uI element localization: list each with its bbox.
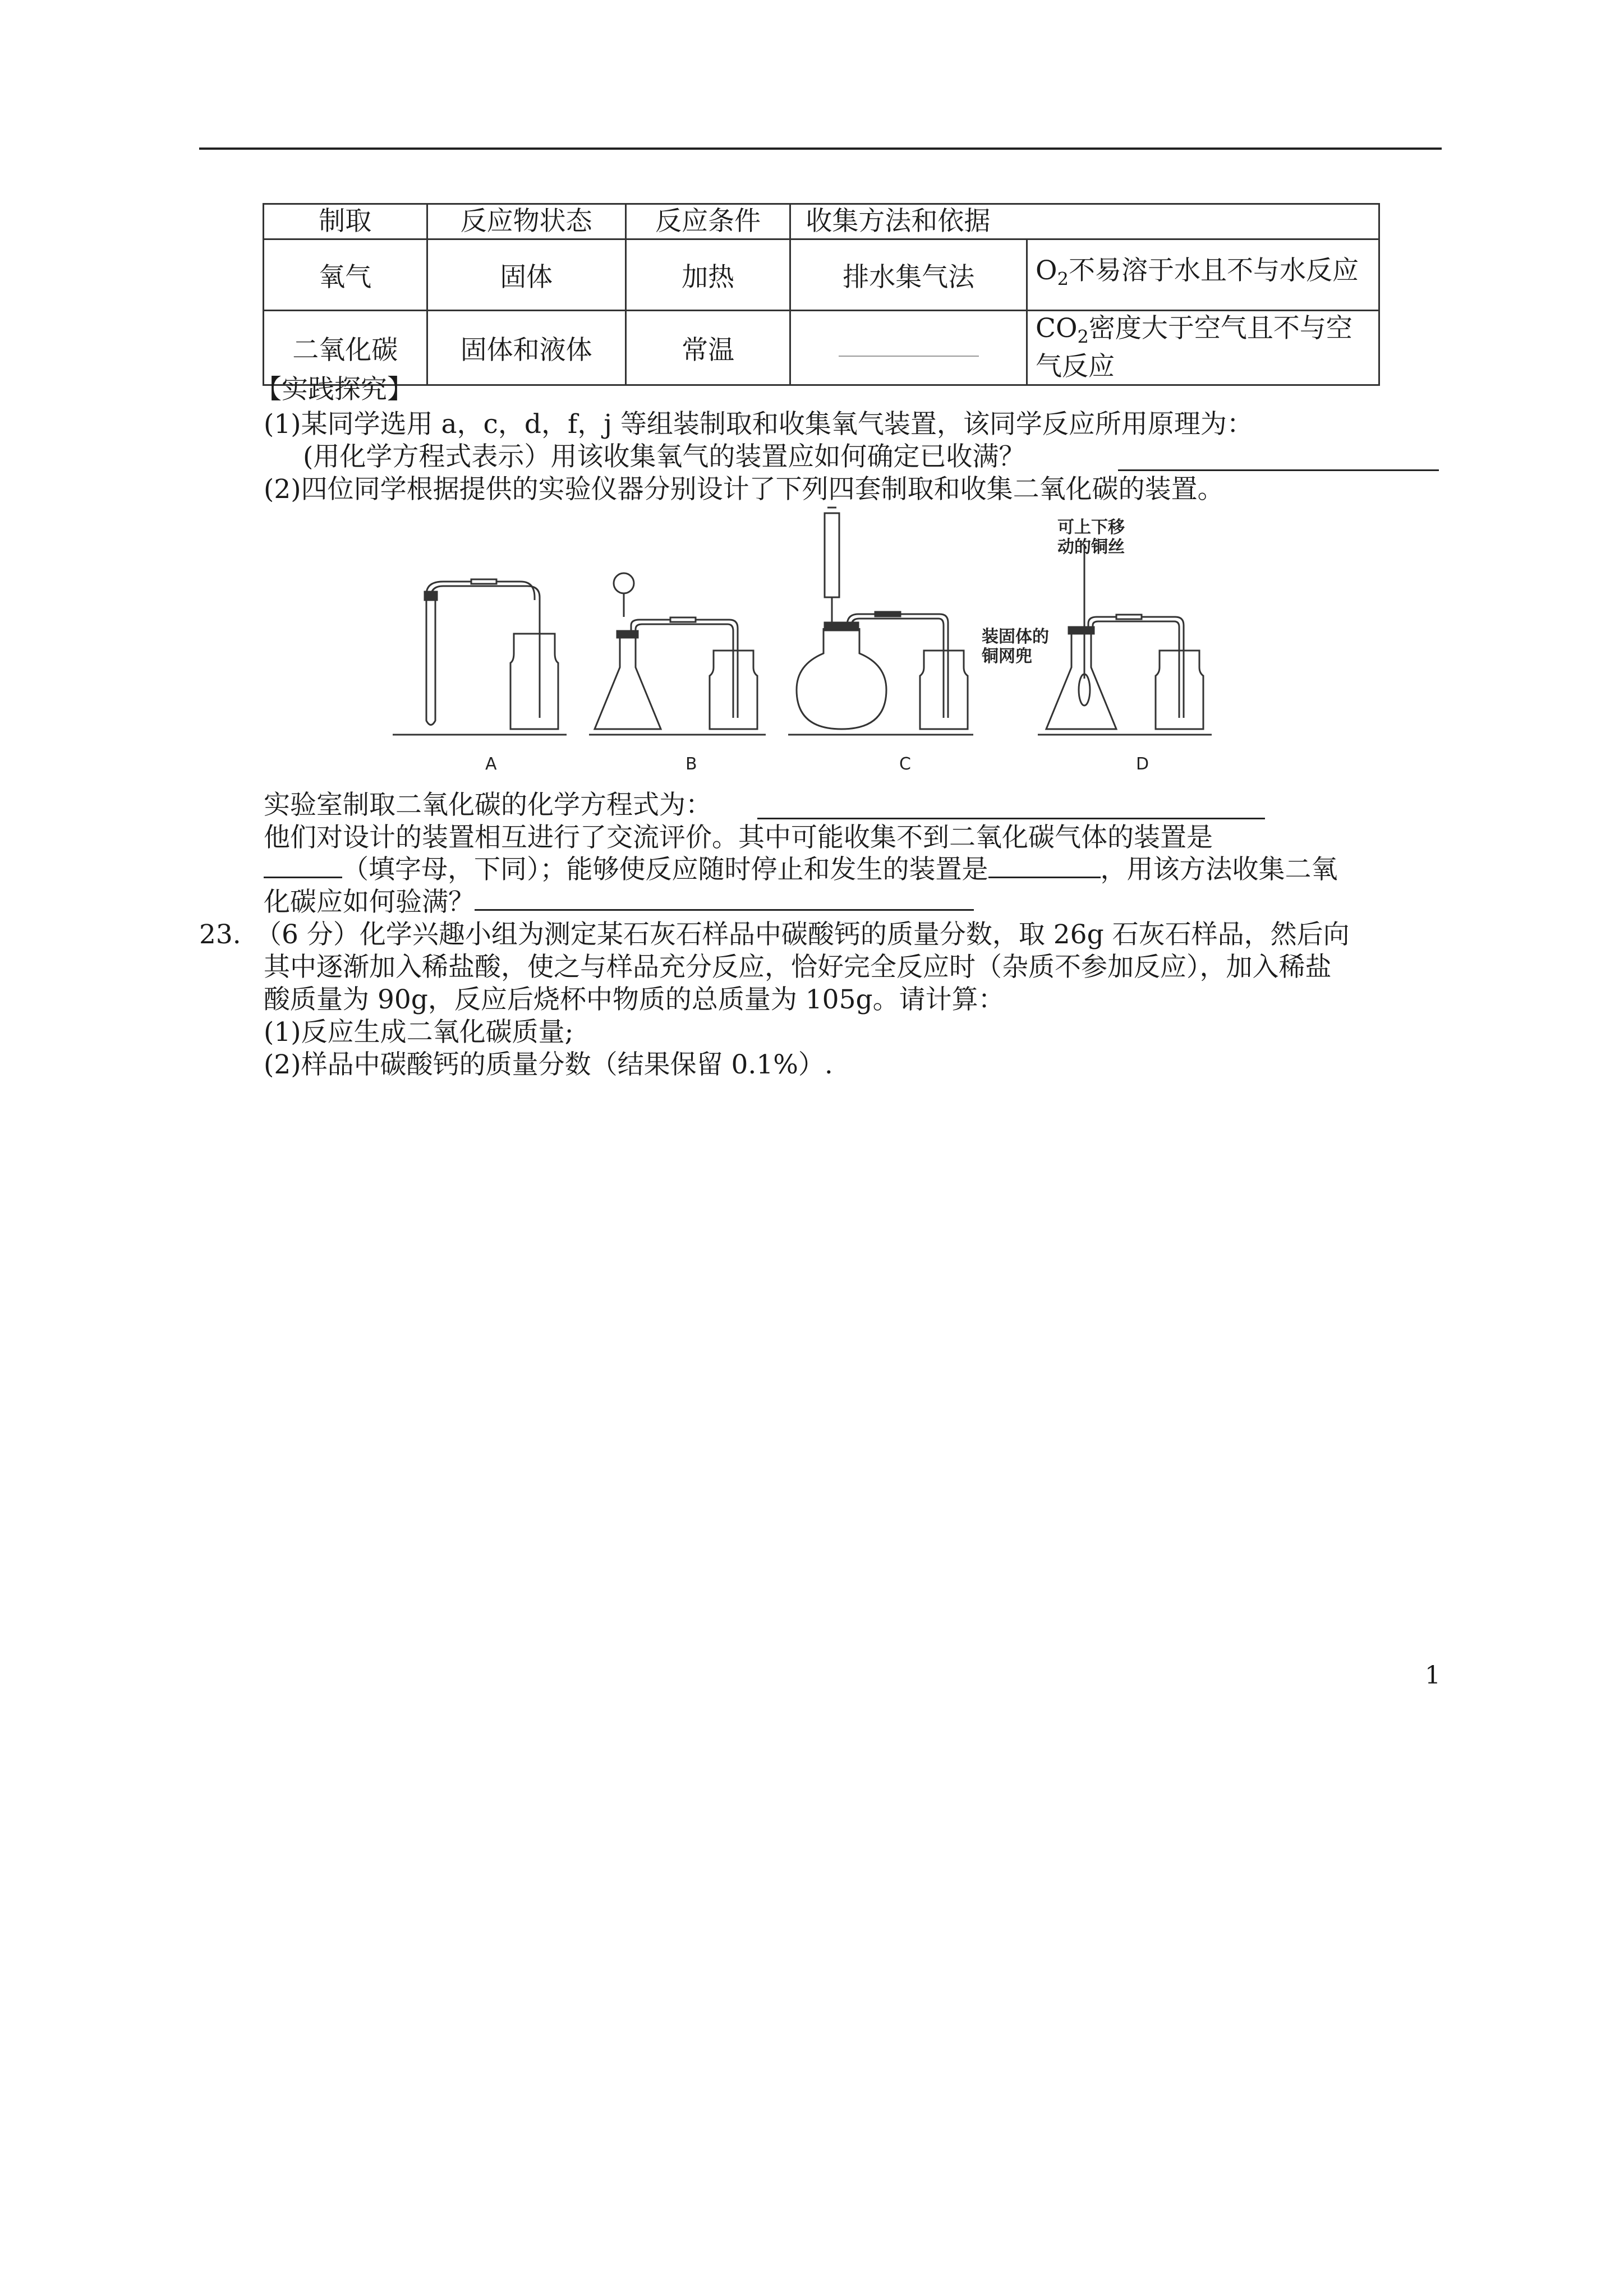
question-23-number: 23. — [199, 919, 241, 950]
answer-blank[interactable] — [1118, 447, 1439, 471]
formula-text: CO — [1036, 313, 1078, 344]
section-title: 【实践探究】 — [255, 374, 413, 405]
header-cell: 收集方法和依据 — [790, 204, 1379, 239]
condition-cell: 加热 — [625, 239, 790, 311]
formula-text: O — [1036, 255, 1057, 286]
reason-cell — [1027, 239, 1379, 311]
figure-label-d: D — [1136, 754, 1149, 774]
figure-note-top-2: 动的铜丝 — [1057, 537, 1125, 557]
table-row — [264, 239, 1379, 311]
figure-label-b: B — [686, 754, 697, 774]
gas-cell: 氧气 — [264, 239, 427, 311]
equation-prompt: 实验室制取二氧化碳的化学方程式为： — [264, 790, 712, 820]
evaluation-line-2 — [264, 852, 1338, 887]
question-23-line-2: 其中逐渐加入稀盐酸，使之与样品充分反应，恰好完全反应时（杂质不参加反应），加入稀盐 — [264, 952, 1332, 983]
question-text: (用化学方程式表示）用该收集氧气的装置应如何确定已收满？ — [303, 441, 1025, 472]
question-23-sub-1: (1)反应生成二氧化碳质量; — [264, 1017, 574, 1048]
apparatus-a — [393, 579, 567, 735]
table-row — [264, 311, 1379, 385]
reason-cell — [1027, 311, 1379, 385]
answer-blank[interactable] — [757, 795, 1265, 819]
answer-blank[interactable] — [988, 854, 1101, 878]
table-header-row — [264, 204, 1379, 239]
question-23-line-1: （6 分）化学兴趣小组为测定某石灰石样品中碳酸钙的质量分数，取 26g 石灰石样品，然后向 — [255, 919, 1350, 950]
reason-text: 不易溶于水且不与水反应 — [1068, 255, 1359, 286]
gas-cell: 二氧化碳 — [264, 311, 427, 385]
apparatus-c — [788, 508, 973, 735]
header-cell: 制取 — [264, 204, 427, 239]
evaluation-line-1: 他们对设计的装置相互进行了交流评价。其中可能收集不到二氧化碳气体的装置是 — [264, 822, 1213, 853]
question-23-line-3: 酸质量为 90g，反应后烧杯中物质的总质量为 105g。请计算： — [264, 984, 1005, 1015]
answer-blank[interactable] — [839, 339, 979, 357]
formula-subscript: 2 — [1057, 268, 1069, 290]
figure-note-top-1: 可上下移 — [1057, 518, 1125, 537]
method-cell: 排水集气法 — [790, 239, 1027, 311]
gas-preparation-table — [263, 203, 1380, 386]
apparatus-figure — [393, 505, 1268, 780]
answer-blank[interactable] — [264, 854, 342, 878]
state-cell: 固体和液体 — [427, 311, 625, 385]
evaluation-text: ，用该方法收集二氧 — [1100, 854, 1338, 885]
header-cell: 反应条件 — [625, 204, 790, 239]
evaluation-text: （填字母，下同）；能够使反应随时停止和发生的装置是 — [342, 854, 988, 885]
condition-cell: 常温 — [625, 311, 790, 385]
formula-subscript: 2 — [1077, 326, 1089, 348]
question-1-line-2 — [303, 440, 1025, 474]
figure-label-a: A — [485, 754, 497, 774]
header-rule — [199, 147, 1442, 150]
figure-note-side-2: 铜网兜 — [982, 647, 1032, 666]
figure-label-c: C — [899, 754, 911, 774]
apparatus-b — [589, 573, 766, 735]
evaluation-line-3 — [264, 885, 974, 920]
question-1-line-1: (1)某同学选用 a，c，d，f，j 等组装制取和收集氧气装置，该同学反应所用原理为： — [264, 409, 1253, 440]
answer-blank[interactable] — [475, 887, 974, 911]
header-cell: 反应物状态 — [427, 204, 625, 239]
question-2-line-1: (2)四位同学根据提供的实验仪器分别设计了下列四套制取和收集二氧化碳的装置。 — [264, 474, 1224, 505]
evaluation-text: 化碳应如何验满？ — [264, 887, 475, 918]
figure-note-side-1: 装固体的 — [982, 627, 1049, 647]
method-cell[interactable] — [790, 311, 1027, 385]
page-number: 1 — [1425, 1661, 1441, 1690]
apparatus-d — [1038, 544, 1212, 735]
reason-text: 密度大于空气且不与空气反应 — [1036, 313, 1352, 382]
state-cell: 固体 — [427, 239, 625, 311]
question-23-sub-2: (2)样品中碳酸钙的质量分数（结果保留 0.1%）. — [264, 1049, 833, 1080]
